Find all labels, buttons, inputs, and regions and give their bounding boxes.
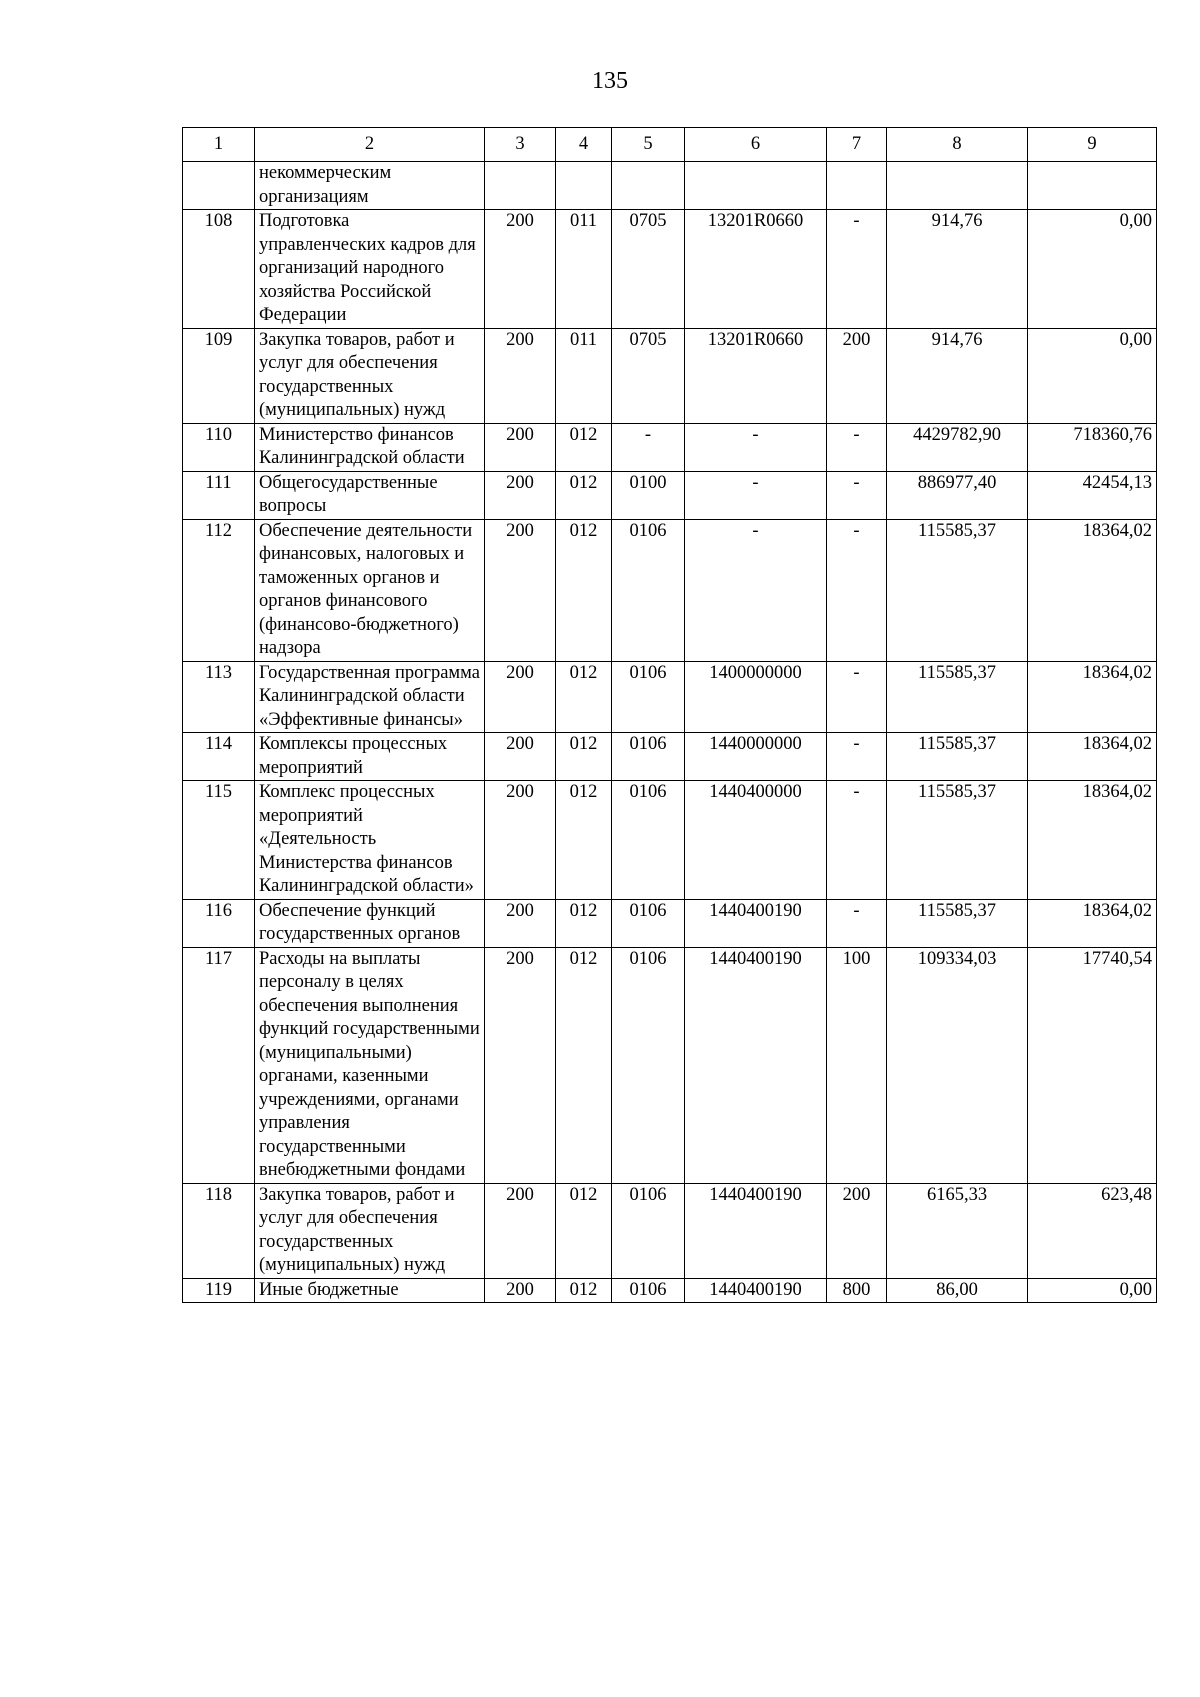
table-cell: 200 <box>485 328 556 423</box>
table-cell: - <box>685 471 827 519</box>
table-cell: 18364,02 <box>1028 519 1157 661</box>
table-cell: 113 <box>183 661 255 733</box>
row-description: Подготовка управленческих кадров для организаций народного хозяйства Российской Федерации <box>255 210 485 329</box>
table-cell <box>887 162 1028 210</box>
table-cell: 012 <box>556 471 612 519</box>
table-row <box>183 471 1157 519</box>
table-cell: 0106 <box>612 899 685 947</box>
table-cell <box>612 162 685 210</box>
table-row <box>183 328 1157 423</box>
table-cell <box>827 162 887 210</box>
header-cell: 2 <box>255 128 485 162</box>
table-cell: 200 <box>827 1183 887 1278</box>
table-cell: 4429782,90 <box>887 423 1028 471</box>
header-cell: 5 <box>612 128 685 162</box>
table-cell: 012 <box>556 1183 612 1278</box>
table-cell: - <box>827 733 887 781</box>
table-cell: 115 <box>183 781 255 900</box>
table-cell: 0106 <box>612 519 685 661</box>
table-cell: 012 <box>556 519 612 661</box>
row-description: Общегосударственные вопросы <box>255 471 485 519</box>
table-cell: - <box>827 210 887 329</box>
table-cell: 13201R0660 <box>685 210 827 329</box>
table-cell: 012 <box>556 423 612 471</box>
budget-table <box>182 127 1157 1303</box>
table-cell: 1440400000 <box>685 781 827 900</box>
row-description: Расходы на выплаты персоналу в целях обеспечения выполнения функций государственными (муниципальными) органами, казенными учреждениями, органами управления государственными внебюджетными фондами <box>255 947 485 1183</box>
table-cell: 112 <box>183 519 255 661</box>
table-cell: 200 <box>485 781 556 900</box>
row-description: Комплексы процессных мероприятий <box>255 733 485 781</box>
table-cell: 200 <box>485 1278 556 1303</box>
table-cell: 115585,37 <box>887 899 1028 947</box>
table-cell: 200 <box>485 471 556 519</box>
table-cell: 110 <box>183 423 255 471</box>
table-cell: 011 <box>556 210 612 329</box>
table-row <box>183 1183 1157 1278</box>
table-cell: 109 <box>183 328 255 423</box>
table-cell: 0100 <box>612 471 685 519</box>
table-cell: 200 <box>485 899 556 947</box>
row-description: Закупка товаров, работ и услуг для обеспечения государственных (муниципальных) нужд <box>255 1183 485 1278</box>
table-cell: 1440400190 <box>685 1278 827 1303</box>
row-description: Комплекс процессных мероприятий «Деятельность Министерства финансов Калининградской области» <box>255 781 485 900</box>
header-cell: 8 <box>887 128 1028 162</box>
header-cell: 3 <box>485 128 556 162</box>
table-cell: 18364,02 <box>1028 733 1157 781</box>
table-cell: 0705 <box>612 210 685 329</box>
table-cell <box>183 162 255 210</box>
table-cell: 0106 <box>612 1183 685 1278</box>
table-cell: 115585,37 <box>887 733 1028 781</box>
table-cell: 914,76 <box>887 328 1028 423</box>
table-cell: 0,00 <box>1028 328 1157 423</box>
table-cell: 0705 <box>612 328 685 423</box>
row-description: Иные бюджетные <box>255 1278 485 1303</box>
table-cell: 0106 <box>612 733 685 781</box>
table-cell: 114 <box>183 733 255 781</box>
table-cell: 117 <box>183 947 255 1183</box>
table-cell: 108 <box>183 210 255 329</box>
table-cell <box>485 162 556 210</box>
header-cell: 1 <box>183 128 255 162</box>
table-row <box>183 1278 1157 1303</box>
table-cell: 0,00 <box>1028 210 1157 329</box>
header-cell: 4 <box>556 128 612 162</box>
header-row <box>183 128 1157 162</box>
table-cell: 200 <box>485 1183 556 1278</box>
table-cell <box>685 162 827 210</box>
table-row <box>183 733 1157 781</box>
table-cell: 012 <box>556 781 612 900</box>
table-cell: 012 <box>556 1278 612 1303</box>
table-cell: 17740,54 <box>1028 947 1157 1183</box>
table-cell: 6165,33 <box>887 1183 1028 1278</box>
table-cell: 0106 <box>612 781 685 900</box>
table-row <box>183 947 1157 1183</box>
header-cell: 7 <box>827 128 887 162</box>
table-cell: - <box>827 781 887 900</box>
table-cell: 200 <box>485 519 556 661</box>
table-row <box>183 781 1157 900</box>
table-cell: 1440000000 <box>685 733 827 781</box>
table-cell: 0,00 <box>1028 1278 1157 1303</box>
table-cell: 200 <box>485 661 556 733</box>
table-cell: 718360,76 <box>1028 423 1157 471</box>
row-description: Государственная программа Калининградской области «Эффективные финансы» <box>255 661 485 733</box>
table-cell: 623,48 <box>1028 1183 1157 1278</box>
table-cell: 012 <box>556 899 612 947</box>
header-cell: 9 <box>1028 128 1157 162</box>
table-cell: - <box>827 899 887 947</box>
row-description: некоммерческим организациям <box>255 162 485 210</box>
table-cell: 119 <box>183 1278 255 1303</box>
table-row <box>183 210 1157 329</box>
page-number: 135 <box>592 68 628 94</box>
table-cell: 012 <box>556 947 612 1183</box>
table-cell: 0106 <box>612 1278 685 1303</box>
table-cell: 886977,40 <box>887 471 1028 519</box>
row-description: Обеспечение функций государственных органов <box>255 899 485 947</box>
table-cell: 18364,02 <box>1028 781 1157 900</box>
table-cell: 18364,02 <box>1028 899 1157 947</box>
row-description: Закупка товаров, работ и услуг для обеспечения государственных (муниципальных) нужд <box>255 328 485 423</box>
table-cell: 1440400190 <box>685 947 827 1183</box>
table-cell: 111 <box>183 471 255 519</box>
table-cell: 200 <box>827 328 887 423</box>
row-description: Обеспечение деятельности финансовых, налоговых и таможенных органов и органов финансового (финансово-бюджетного) надзора <box>255 519 485 661</box>
table-cell: 200 <box>485 210 556 329</box>
table-cell: - <box>827 471 887 519</box>
table-cell: 0106 <box>612 661 685 733</box>
table-cell: 115585,37 <box>887 519 1028 661</box>
table-cell: 115585,37 <box>887 661 1028 733</box>
table-cell: 18364,02 <box>1028 661 1157 733</box>
table-cell <box>556 162 612 210</box>
table-cell: 914,76 <box>887 210 1028 329</box>
table-cell: 200 <box>485 733 556 781</box>
table-cell: 86,00 <box>887 1278 1028 1303</box>
table-row <box>183 519 1157 661</box>
table-cell: - <box>827 661 887 733</box>
table-cell: 200 <box>485 423 556 471</box>
table-cell: - <box>612 423 685 471</box>
table-row <box>183 162 1157 210</box>
table-row <box>183 661 1157 733</box>
table-cell <box>1028 162 1157 210</box>
table-row <box>183 899 1157 947</box>
table-cell: 1440400190 <box>685 1183 827 1278</box>
table-cell: 100 <box>827 947 887 1183</box>
row-description: Министерство финансов Калининградской области <box>255 423 485 471</box>
table-cell: 118 <box>183 1183 255 1278</box>
table-cell: 011 <box>556 328 612 423</box>
table-cell: 012 <box>556 733 612 781</box>
table-cell: 13201R0660 <box>685 328 827 423</box>
table-cell: - <box>827 519 887 661</box>
table-cell: - <box>827 423 887 471</box>
table-cell: - <box>685 519 827 661</box>
table-cell: 42454,13 <box>1028 471 1157 519</box>
table-cell: - <box>685 423 827 471</box>
table-cell: 012 <box>556 661 612 733</box>
table-cell: 116 <box>183 899 255 947</box>
table-cell: 115585,37 <box>887 781 1028 900</box>
header-cell: 6 <box>685 128 827 162</box>
table-cell: 1440400190 <box>685 899 827 947</box>
table-cell: 109334,03 <box>887 947 1028 1183</box>
table-cell: 800 <box>827 1278 887 1303</box>
table-cell: 200 <box>485 947 556 1183</box>
table-cell: 0106 <box>612 947 685 1183</box>
table-row <box>183 423 1157 471</box>
table-cell: 1400000000 <box>685 661 827 733</box>
